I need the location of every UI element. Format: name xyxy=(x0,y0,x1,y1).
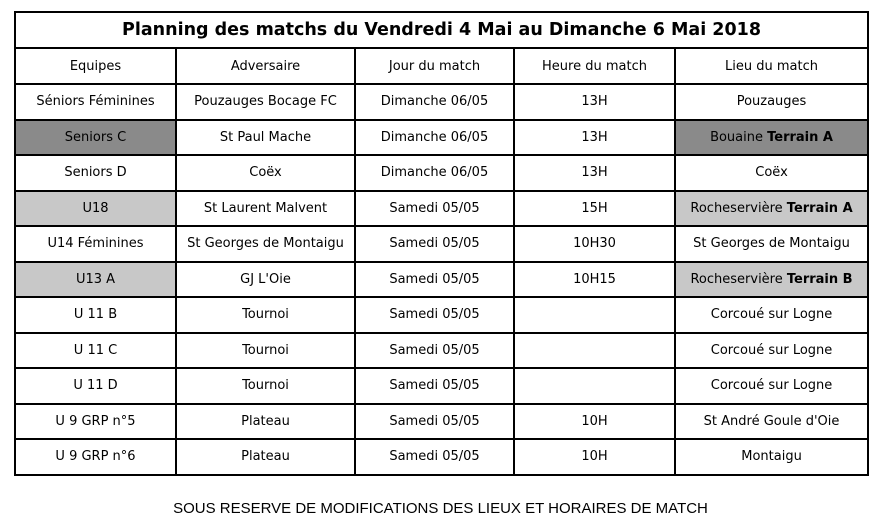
cell-lieu xyxy=(675,84,868,120)
cell-jour: Samedi 05/05 xyxy=(355,368,514,404)
match-schedule-table xyxy=(14,11,869,476)
table-row xyxy=(15,404,868,440)
cell-adversaire: Plateau xyxy=(176,439,355,475)
cell-lieu xyxy=(675,368,868,404)
cell-equipe: U13 A xyxy=(15,262,176,298)
column-header-equipes: Equipes xyxy=(15,48,176,84)
cell-lieu xyxy=(675,333,868,369)
cell-equipe: U 11 B xyxy=(15,297,176,333)
table-row xyxy=(15,439,868,475)
cell-equipe: U 9 GRP n°6 xyxy=(15,439,176,475)
cell-heure: 10H xyxy=(514,404,675,440)
table-row xyxy=(15,333,868,369)
lieu-name: Corcoué sur Logne xyxy=(710,307,833,323)
cell-adversaire: St Laurent Malvent xyxy=(176,191,355,227)
cell-lieu xyxy=(675,404,868,440)
table-row xyxy=(15,120,868,156)
cell-lieu xyxy=(675,191,868,227)
lieu-name: Rocheservière xyxy=(690,200,787,216)
table-row xyxy=(15,226,868,262)
column-header-adversaire: Adversaire xyxy=(176,48,355,84)
cell-jour: Samedi 05/05 xyxy=(355,262,514,298)
table-row xyxy=(15,297,868,333)
cell-lieu xyxy=(675,120,868,156)
table-row xyxy=(15,262,868,298)
planning-sheet xyxy=(14,11,867,476)
cell-heure xyxy=(514,297,675,333)
lieu-name: Montaigu xyxy=(741,449,802,465)
cell-equipe: U18 xyxy=(15,191,176,227)
table-row xyxy=(15,368,868,404)
cell-heure: 15H xyxy=(514,191,675,227)
cell-jour: Samedi 05/05 xyxy=(355,404,514,440)
lieu-name: Rocheservière xyxy=(690,271,787,287)
cell-heure: 13H xyxy=(514,155,675,191)
lieu-name: Bouaine xyxy=(710,129,768,145)
cell-jour: Samedi 05/05 xyxy=(355,297,514,333)
cell-heure xyxy=(514,368,675,404)
column-header-heure: Heure du match xyxy=(514,48,675,84)
cell-adversaire: Plateau xyxy=(176,404,355,440)
cell-equipe: Séniors Féminines xyxy=(15,84,176,120)
column-header-jour: Jour du match xyxy=(355,48,514,84)
cell-equipe: Seniors D xyxy=(15,155,176,191)
table-row xyxy=(15,155,868,191)
lieu-terrain: Terrain B xyxy=(786,271,853,287)
lieu-name: Pouzauges xyxy=(736,94,807,110)
cell-adversaire: Pouzauges Bocage FC xyxy=(176,84,355,120)
cell-jour: Samedi 05/05 xyxy=(355,226,514,262)
cell-lieu xyxy=(675,262,868,298)
cell-heure: 13H xyxy=(514,120,675,156)
lieu-name: St André Goule d'Oie xyxy=(703,413,840,429)
cell-adversaire: Tournoi xyxy=(176,297,355,333)
cell-adversaire: Tournoi xyxy=(176,333,355,369)
cell-adversaire: Tournoi xyxy=(176,368,355,404)
cell-jour: Dimanche 06/05 xyxy=(355,84,514,120)
cell-heure: 10H30 xyxy=(514,226,675,262)
header-row xyxy=(15,48,868,84)
table-row xyxy=(15,84,868,120)
cell-jour: Dimanche 06/05 xyxy=(355,155,514,191)
lieu-terrain: Terrain A xyxy=(786,200,853,216)
lieu-name: Coëx xyxy=(755,165,788,181)
lieu-name: St Georges de Montaigu xyxy=(693,236,850,252)
schedule-title: Planning des matchs du Vendredi 4 Mai au Dimanche 6 Mai 2018 xyxy=(15,12,868,48)
lieu-name: Corcoué sur Logne xyxy=(710,378,833,394)
cell-heure: 13H xyxy=(514,84,675,120)
cell-jour: Samedi 05/05 xyxy=(355,333,514,369)
cell-heure xyxy=(514,333,675,369)
column-header-lieu: Lieu du match xyxy=(675,48,868,84)
cell-adversaire: GJ L'Oie xyxy=(176,262,355,298)
cell-jour: Samedi 05/05 xyxy=(355,439,514,475)
cell-adversaire: St Georges de Montaigu xyxy=(176,226,355,262)
lieu-name: Corcoué sur Logne xyxy=(710,342,833,358)
lieu-terrain: Terrain A xyxy=(767,129,833,145)
cell-equipe: U14 Féminines xyxy=(15,226,176,262)
cell-lieu xyxy=(675,297,868,333)
cell-lieu xyxy=(675,439,868,475)
cell-equipe: U 11 C xyxy=(15,333,176,369)
cell-equipe: U 11 D xyxy=(15,368,176,404)
cell-heure: 10H15 xyxy=(514,262,675,298)
cell-equipe: U 9 GRP n°5 xyxy=(15,404,176,440)
cell-lieu xyxy=(675,155,868,191)
cell-jour: Samedi 05/05 xyxy=(355,191,514,227)
cell-adversaire: St Paul Mache xyxy=(176,120,355,156)
cell-heure: 10H xyxy=(514,439,675,475)
cell-jour: Dimanche 06/05 xyxy=(355,120,514,156)
table-row xyxy=(15,191,868,227)
footer-disclaimer: SOUS RESERVE DE MODIFICATIONS DES LIEUX ET HORAIRES DE MATCH xyxy=(173,500,708,517)
cell-adversaire: Coëx xyxy=(176,155,355,191)
cell-lieu xyxy=(675,226,868,262)
cell-equipe: Seniors C xyxy=(15,120,176,156)
